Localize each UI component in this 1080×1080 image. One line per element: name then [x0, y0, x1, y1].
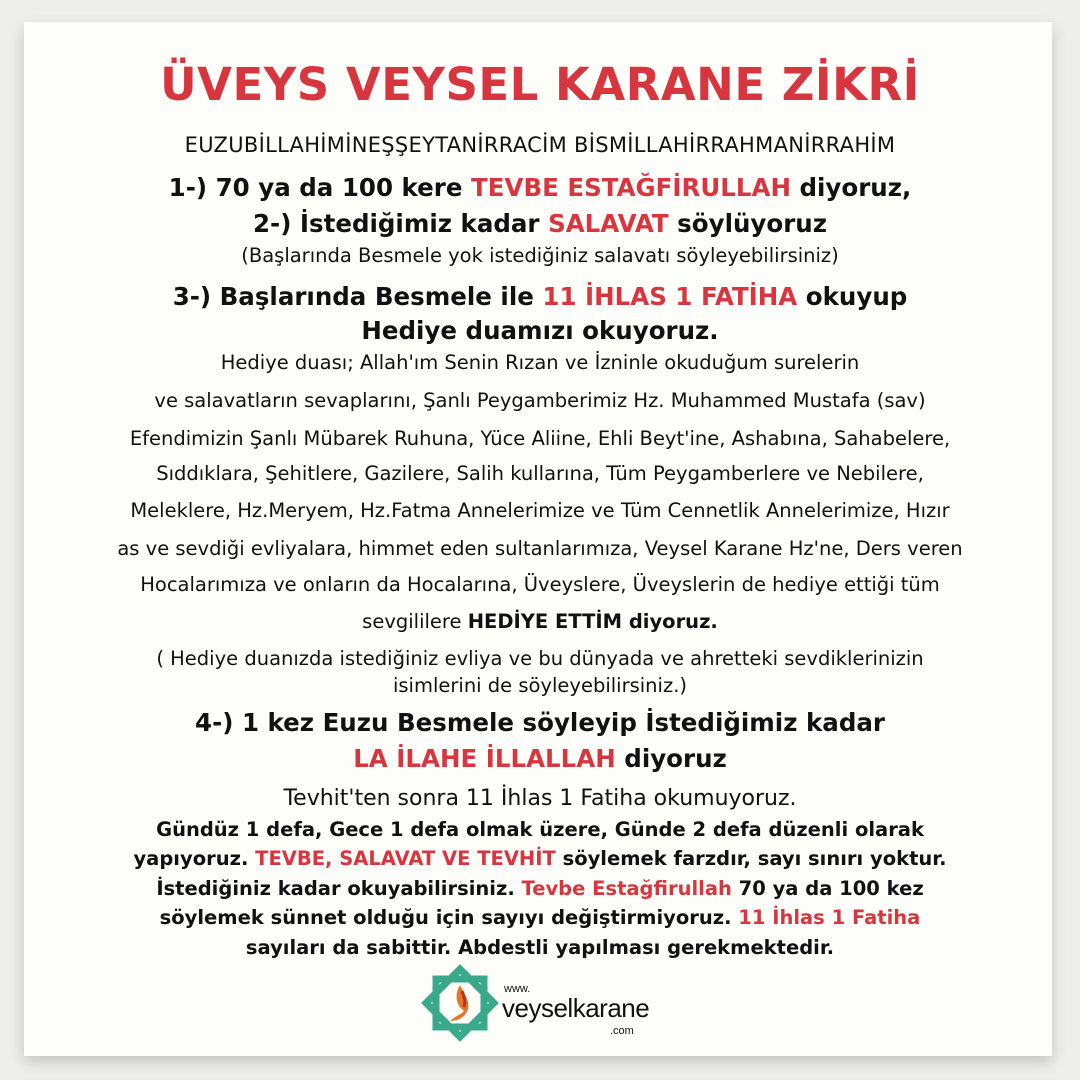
subtitle: EUZUBİLLAHİMİNEŞŞEYTANİRRACİM BİSMİLLAHİRRAHMANİRRAHİM: [184, 133, 896, 157]
prayer-line-4: Sıddıklara, Şehitlere, Gazilere, Salih kullarına, Tüm Peygamberlere ve Nebilere,: [156, 462, 924, 485]
note-1: (Başlarında Besmele yok istediğiniz salavatı söyleyebilirsiniz): [241, 244, 839, 267]
closing-line-2: yapıyoruz. TEVBE, SALAVAT VE TEVHİT söylemek farzdır, sayı sınırı yoktur.: [133, 847, 947, 870]
step-2: 2-) İstediğimiz kadar SALAVAT söylüyoruz: [252, 209, 827, 238]
step-3: 3-) Başlarında Besmele ile 11 İHLAS 1 FATİHA okuyup: [172, 282, 908, 311]
closing-line-5: sayıları da sabittir. Abdestli yapılması gerekmektedir.: [245, 936, 835, 959]
tevhit-note: Tevhit'ten sonra 11 İhlas 1 Fatiha okumuyoruz.: [283, 786, 797, 811]
prayer-line-8: sevgililere HEDİYE ETTİM diyoruz.: [362, 610, 718, 633]
note-2-line-1: ( Hediye duanızda istediğiniz evliya ve bu dünyada ve ahretteki sevdiklerinizin: [156, 647, 924, 670]
prayer-line-3: Efendimizin Şanlı Mübarek Ruhuna, Yüce Aliine, Ehli Beyt'ine, Ashabına, Sahabelere,: [129, 427, 951, 450]
step-1: 1-) 70 ya da 100 kere TEVBE ESTAĞFİRULLAH diyoruz,: [168, 173, 912, 202]
logo-name: veyselkarane: [502, 993, 650, 1023]
step-4-line-2: LA İLAHE İLLALLAH diyoruz: [353, 744, 727, 773]
step-3-line-2: Hediye duamızı okuyoruz.: [361, 316, 719, 345]
logo-tld: .com: [610, 1025, 634, 1037]
star-emblem-icon: [420, 963, 500, 1043]
prayer-line-6: as ve sevdiği evliyalara, himmet eden sultanlarımıza, Veysel Karane Hz'ne, Ders veren: [117, 537, 963, 560]
page-title: ÜVEYS VEYSEL KARANE ZİKRİ: [160, 58, 920, 111]
closing-line-1: Gündüz 1 defa, Gece 1 defa olmak üzere, Günde 2 defa düzenli olarak: [156, 818, 924, 841]
closing-line-3: İstediğiniz kadar okuyabilirsiniz. Tevbe Estağfirullah 70 ya da 100 kez: [156, 877, 924, 900]
veyselkarane-logo: [420, 963, 650, 1043]
prayer-line-1: Hediye duası; Allah'ım Senin Rızan ve İzninle okuduğum surelerin: [220, 351, 860, 374]
step-4: 4-) 1 kez Euzu Besmele söyleyip İstediğimiz kadar: [195, 708, 885, 737]
prayer-line-2: ve salavatların sevaplarını, Şanlı Peygamberimiz Hz. Muhammed Mustafa (sav): [154, 389, 926, 412]
prayer-line-7: Hocalarımıza ve onların da Hocalarına, Üveyslere, Üveyslerin de hediye ettiği tüm: [140, 573, 940, 596]
note-2-line-2: isimlerini de söyleyebilirsiniz.): [392, 674, 687, 697]
prayer-line-5: Meleklere, Hz.Meryem, Hz.Fatma Annelerimize ve Tüm Cennetlik Annelerimize, Hızır: [130, 499, 950, 522]
logo-www: www.: [504, 983, 531, 995]
closing-line-4: söylemek sünnet olduğu için sayıyı değiştirmiyoruz. 11 İhlas 1 Fatiha: [159, 906, 921, 929]
